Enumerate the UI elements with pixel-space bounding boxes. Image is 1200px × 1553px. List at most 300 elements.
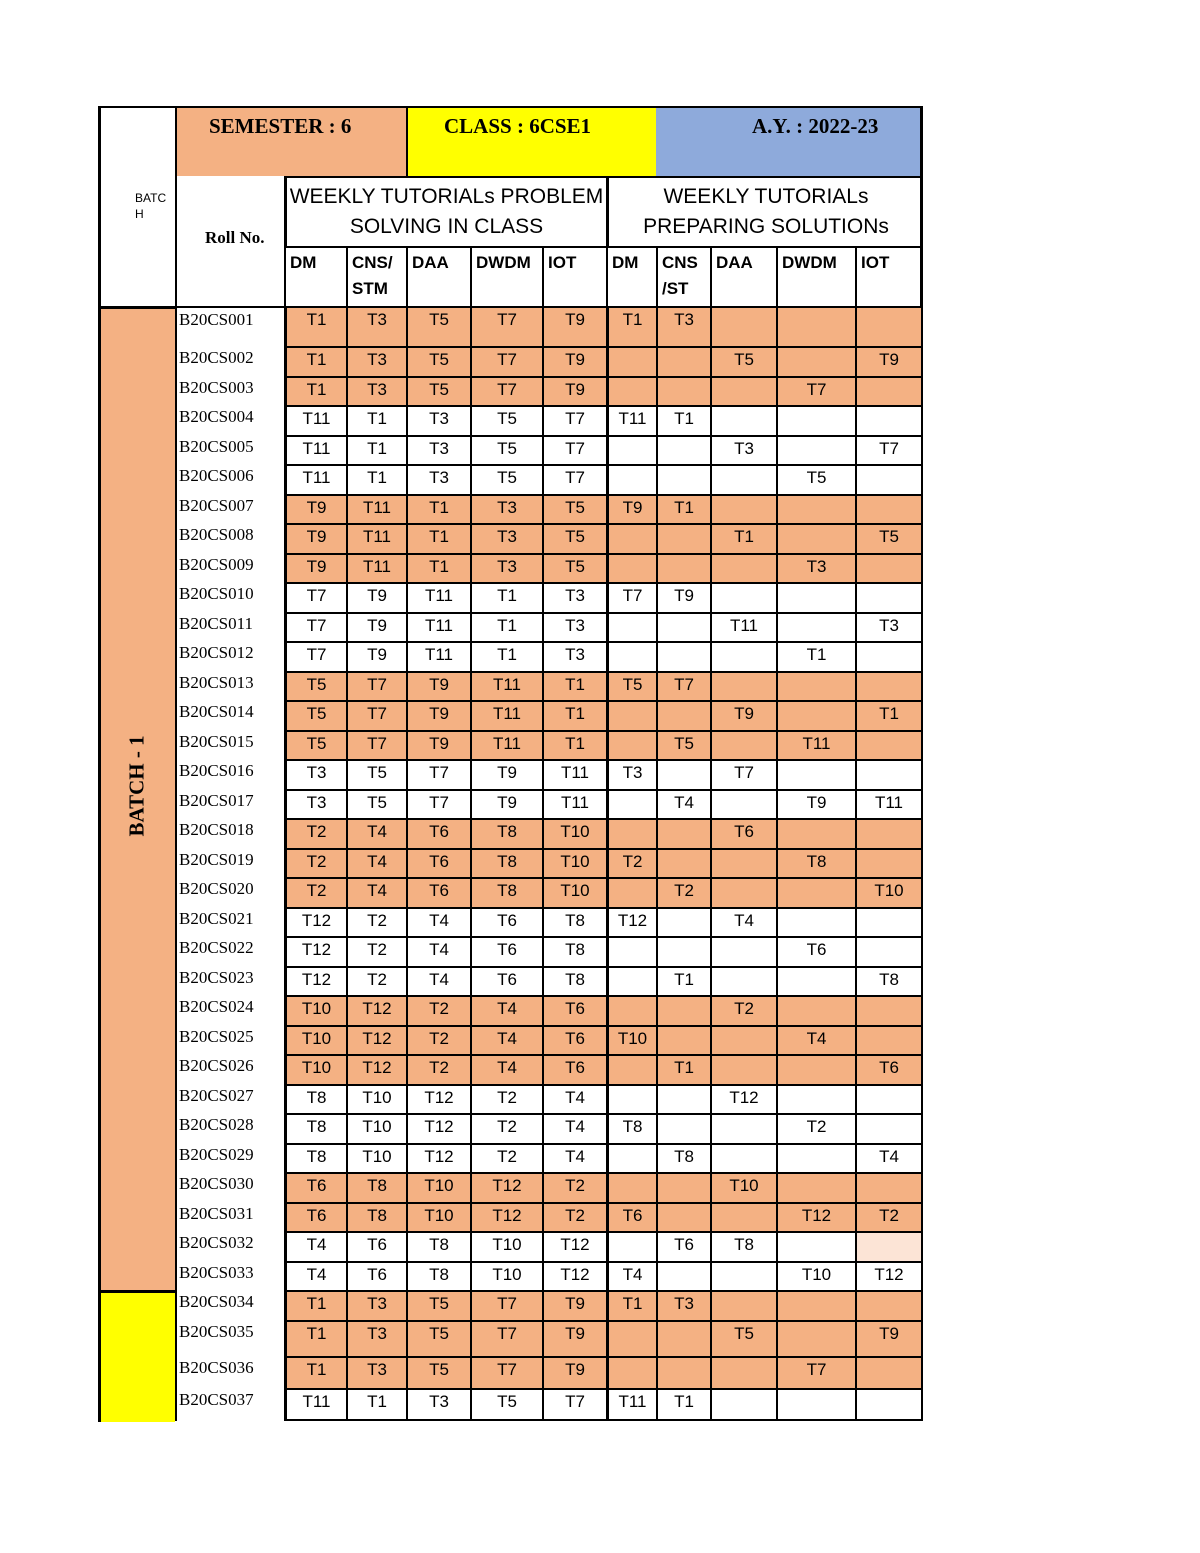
tutorial-cell: T6 [346, 1261, 406, 1290]
tutorial-cell [776, 759, 855, 789]
tutorial-cell: T7 [406, 789, 470, 818]
tutorial-cell: T7 [470, 1290, 542, 1320]
tutorial-cell: T12 [470, 1172, 542, 1202]
tutorial-cell [656, 523, 710, 553]
roll-number: B20CS025 [175, 1025, 284, 1054]
tutorial-cell: T7 [710, 759, 776, 789]
tutorial-cell: T3 [346, 1320, 406, 1356]
tutorial-cell [710, 582, 776, 612]
tutorial-cell [710, 789, 776, 818]
batch-column-header: BATC H [98, 106, 175, 306]
tutorial-cell [855, 553, 923, 582]
tutorial-cell [776, 582, 855, 612]
tutorial-cell: T11 [406, 582, 470, 612]
roll-number: B20CS024 [175, 995, 284, 1025]
tutorial-cell: T10 [284, 1025, 346, 1054]
tutorial-cell: T12 [855, 1261, 923, 1290]
tutorial-cell [656, 1172, 710, 1202]
tutorial-cell: T10 [855, 877, 923, 907]
tutorial-cell: T4 [542, 1084, 606, 1113]
tutorial-cell: T7 [656, 671, 710, 700]
tutorial-cell: T9 [406, 671, 470, 700]
tutorial-cell: T7 [776, 376, 855, 405]
tutorial-cell: T1 [346, 1388, 406, 1421]
tutorial-cell [776, 523, 855, 553]
tutorial-cell: T7 [776, 1356, 855, 1388]
tutorial-cell [776, 907, 855, 936]
tutorial-cell: T9 [776, 789, 855, 818]
tutorial-cell [606, 1054, 656, 1084]
tutorial-cell: T1 [710, 523, 776, 553]
tutorial-cell: T11 [406, 612, 470, 641]
col-header-a-iot: IOT [542, 246, 606, 306]
group-problem-solving-header: WEEKLY TUTORIALs PROBLEM SOLVING IN CLASS [284, 176, 606, 246]
tutorial-cell [855, 1231, 923, 1261]
tutorial-cell [855, 818, 923, 848]
tutorial-cell [855, 730, 923, 759]
tutorial-cell: T11 [776, 730, 855, 759]
tutorial-cell: T4 [346, 848, 406, 877]
tutorial-cell: T11 [284, 464, 346, 494]
roll-number: B20CS004 [175, 405, 284, 435]
tutorial-cell [776, 1320, 855, 1356]
roll-number: B20CS014 [175, 700, 284, 730]
tutorial-cell [776, 1054, 855, 1084]
tutorial-cell [855, 1356, 923, 1388]
tutorial-cell: T2 [656, 877, 710, 907]
tutorial-cell: T11 [284, 405, 346, 435]
tutorial-cell: T2 [542, 1172, 606, 1202]
semester-header: SEMESTER : 6 [175, 106, 406, 176]
tutorial-cell [710, 671, 776, 700]
tutorial-cell: T7 [470, 306, 542, 346]
tutorial-cell [855, 306, 923, 346]
tutorial-cell: T2 [284, 848, 346, 877]
roll-number: B20CS005 [175, 435, 284, 464]
roll-number: B20CS001 [175, 306, 284, 346]
tutorial-cell [776, 494, 855, 523]
tutorial-cell: T6 [776, 936, 855, 966]
academic-year-header: A.Y. : 2022-23 [656, 106, 923, 176]
tutorial-cell [776, 306, 855, 346]
tutorial-cell: T1 [470, 641, 542, 671]
roll-number: B20CS029 [175, 1143, 284, 1172]
tutorial-cell: T5 [656, 730, 710, 759]
tutorial-cell: T3 [470, 494, 542, 523]
tutorial-cell [855, 848, 923, 877]
roll-number: B20CS002 [175, 346, 284, 376]
tutorial-cell: T1 [284, 1290, 346, 1320]
tutorial-cell: T1 [470, 612, 542, 641]
tutorial-cell: T10 [346, 1084, 406, 1113]
tutorial-cell [776, 700, 855, 730]
tutorial-cell: T5 [710, 1320, 776, 1356]
tutorial-cell [710, 641, 776, 671]
tutorial-cell: T8 [542, 907, 606, 936]
tutorial-cell: T6 [470, 966, 542, 995]
tutorial-cell: T4 [470, 1054, 542, 1084]
roll-number: B20CS013 [175, 671, 284, 700]
col-header-a-dm: DM [284, 246, 346, 306]
roll-number: B20CS023 [175, 966, 284, 995]
tutorial-cell: T6 [470, 936, 542, 966]
tutorial-cell [656, 936, 710, 966]
tutorial-cell: T5 [406, 346, 470, 376]
tutorial-cell: T3 [346, 376, 406, 405]
tutorial-cell: T1 [606, 306, 656, 346]
tutorial-cell: T7 [542, 405, 606, 435]
tutorial-cell: T3 [470, 553, 542, 582]
tutorial-cell [776, 877, 855, 907]
tutorial-cell: T8 [284, 1113, 346, 1143]
tutorial-cell: T9 [656, 582, 710, 612]
tutorial-cell: T2 [346, 966, 406, 995]
tutorial-cell: T4 [406, 966, 470, 995]
tutorial-cell [855, 1084, 923, 1113]
tutorial-cell [855, 464, 923, 494]
tutorial-cell: T2 [470, 1143, 542, 1172]
tutorial-cell: T3 [406, 435, 470, 464]
tutorial-cell: T5 [542, 523, 606, 553]
tutorial-cell: T2 [855, 1202, 923, 1231]
roll-number: B20CS034 [175, 1290, 284, 1320]
roll-number: B20CS028 [175, 1113, 284, 1143]
tutorial-cell: T4 [542, 1143, 606, 1172]
tutorial-cell [776, 346, 855, 376]
tutorial-cell [710, 1388, 776, 1421]
roll-number: B20CS017 [175, 789, 284, 818]
tutorial-cell: T7 [542, 435, 606, 464]
tutorial-cell: T8 [542, 966, 606, 995]
tutorial-cell: T5 [346, 789, 406, 818]
tutorial-cell: T6 [855, 1054, 923, 1084]
tutorial-cell: T11 [470, 700, 542, 730]
tutorial-cell: T1 [855, 700, 923, 730]
tutorial-cell [656, 553, 710, 582]
tutorial-cell: T5 [542, 494, 606, 523]
tutorial-cell: T4 [470, 995, 542, 1025]
tutorial-cell: T6 [284, 1202, 346, 1231]
tutorial-cell: T8 [346, 1172, 406, 1202]
tutorial-cell: T4 [346, 877, 406, 907]
tutorial-cell: T12 [406, 1113, 470, 1143]
roll-number: B20CS011 [175, 612, 284, 641]
tutorial-cell [710, 1113, 776, 1143]
tutorial-cell: T11 [346, 494, 406, 523]
tutorial-cell: T3 [855, 612, 923, 641]
tutorial-cell [606, 641, 656, 671]
tutorial-cell: T5 [284, 730, 346, 759]
tutorial-cell [656, 435, 710, 464]
tutorial-cell: T7 [470, 1320, 542, 1356]
tutorial-cell: T10 [406, 1172, 470, 1202]
roll-number: B20CS015 [175, 730, 284, 759]
tutorial-cell: T10 [406, 1202, 470, 1231]
tutorial-cell [776, 435, 855, 464]
tutorial-cell: T3 [470, 523, 542, 553]
tutorial-cell [710, 730, 776, 759]
tutorial-cell [710, 1261, 776, 1290]
tutorial-cell [710, 877, 776, 907]
tutorial-cell: T8 [470, 848, 542, 877]
tutorial-cell: T9 [284, 494, 346, 523]
tutorial-cell: T12 [542, 1231, 606, 1261]
tutorial-cell [855, 1113, 923, 1143]
tutorial-cell: T5 [406, 376, 470, 405]
tutorial-cell [776, 612, 855, 641]
tutorial-cell: T8 [776, 848, 855, 877]
tutorial-cell: T9 [406, 730, 470, 759]
tutorial-cell: T5 [710, 346, 776, 376]
tutorial-cell: T12 [284, 936, 346, 966]
tutorial-cell [656, 1113, 710, 1143]
tutorial-cell: T8 [606, 1113, 656, 1143]
tutorial-cell: T9 [346, 641, 406, 671]
tutorial-cell: T11 [284, 435, 346, 464]
tutorial-cell [656, 700, 710, 730]
tutorial-cell: T2 [470, 1113, 542, 1143]
right-border [920, 106, 923, 306]
tutorial-cell: T11 [346, 523, 406, 553]
roll-number: B20CS009 [175, 553, 284, 582]
tutorial-cell [776, 405, 855, 435]
tutorial-cell: T8 [470, 818, 542, 848]
tutorial-cell [656, 464, 710, 494]
tutorial-cell [606, 730, 656, 759]
tutorial-cell: T2 [284, 818, 346, 848]
tutorial-cell [606, 700, 656, 730]
tutorial-cell: T5 [284, 700, 346, 730]
tutorial-cell: T1 [656, 1054, 710, 1084]
tutorial-cell [710, 936, 776, 966]
roll-number: B20CS008 [175, 523, 284, 553]
tutorial-cell [855, 907, 923, 936]
tutorial-cell [710, 1054, 776, 1084]
tutorial-cell: T8 [542, 936, 606, 966]
tutorial-cell [855, 1025, 923, 1054]
tutorial-cell: T5 [470, 1388, 542, 1421]
header-bottom-border [98, 306, 284, 308]
tutorial-cell: T5 [406, 1320, 470, 1356]
tutorial-cell: T7 [542, 464, 606, 494]
tutorial-cell: T1 [542, 700, 606, 730]
tutorial-cell: T8 [710, 1231, 776, 1261]
tutorial-cell: T4 [776, 1025, 855, 1054]
tutorial-cell: T9 [542, 1320, 606, 1356]
tutorial-cell [710, 306, 776, 346]
tutorial-cell: T4 [470, 1025, 542, 1054]
tutorial-cell: T3 [284, 759, 346, 789]
tutorial-cell: T11 [346, 553, 406, 582]
group-preparing-solutions-header: WEEKLY TUTORIALs PREPARING SOLUTIONs [606, 176, 923, 246]
tutorial-cell: T3 [542, 641, 606, 671]
tutorial-cell: T6 [346, 1231, 406, 1261]
tutorial-cell: T9 [284, 523, 346, 553]
tutorial-cell [656, 346, 710, 376]
tutorial-cell: T10 [346, 1143, 406, 1172]
tutorial-cell: T1 [346, 405, 406, 435]
tutorial-cell: T9 [855, 346, 923, 376]
tutorial-cell: T12 [346, 995, 406, 1025]
tutorial-cell [710, 464, 776, 494]
tutorial-cell: T5 [406, 1356, 470, 1388]
tutorial-cell: T3 [542, 582, 606, 612]
tutorial-cell: T7 [855, 435, 923, 464]
tutorial-cell [606, 1356, 656, 1388]
tutorial-cell [656, 1320, 710, 1356]
tutorial-cell: T8 [470, 877, 542, 907]
tutorial-cell: T9 [284, 553, 346, 582]
tutorial-cell: T12 [284, 907, 346, 936]
tutorial-cell [606, 1143, 656, 1172]
col-header-a-dwdm: DWDM [470, 246, 542, 306]
tutorial-cell: T1 [406, 494, 470, 523]
tutorial-cell [606, 966, 656, 995]
tutorial-cell [855, 582, 923, 612]
tutorial-cell: T9 [542, 306, 606, 346]
tutorial-cell [710, 1143, 776, 1172]
tutorial-cell: T6 [606, 1202, 656, 1231]
tutorial-cell [656, 376, 710, 405]
tutorial-cell [776, 1172, 855, 1202]
roll-number: B20CS027 [175, 1084, 284, 1113]
tutorial-cell [606, 877, 656, 907]
tutorial-cell: T6 [710, 818, 776, 848]
tutorial-cell: T7 [606, 582, 656, 612]
tutorial-cell: T4 [855, 1143, 923, 1172]
tutorial-cell: T6 [542, 1025, 606, 1054]
tutorial-cell: T3 [656, 306, 710, 346]
tutorial-cell [776, 1143, 855, 1172]
tutorial-cell [776, 966, 855, 995]
tutorial-cell: T9 [542, 376, 606, 405]
tutorial-cell: T2 [470, 1084, 542, 1113]
roll-number: B20CS031 [175, 1202, 284, 1231]
tutorial-cell: T4 [346, 818, 406, 848]
tutorial-cell: T1 [470, 582, 542, 612]
tutorial-cell: T1 [284, 306, 346, 346]
roll-number: B20CS019 [175, 848, 284, 877]
tutorial-cell: T3 [406, 405, 470, 435]
tutorial-cell: T8 [406, 1261, 470, 1290]
tutorial-cell: T1 [406, 553, 470, 582]
tutorial-cell: T2 [346, 936, 406, 966]
tutorial-cell [855, 1388, 923, 1421]
tutorial-cell: T10 [542, 818, 606, 848]
tutorial-cell: T3 [542, 612, 606, 641]
tutorial-cell: T5 [406, 306, 470, 346]
tutorial-cell [776, 1084, 855, 1113]
tutorial-cell: T8 [855, 966, 923, 995]
roll-number: B20CS010 [175, 582, 284, 612]
tutorial-cell: T1 [406, 523, 470, 553]
col-header-b-daa: DAA [710, 246, 776, 306]
tutorial-cell [710, 1290, 776, 1320]
col-header-b-iot: IOT [855, 246, 923, 306]
tutorial-cell [710, 376, 776, 405]
tutorial-cell: T1 [776, 641, 855, 671]
tutorial-cell [656, 1084, 710, 1113]
tutorial-cell: T9 [542, 1290, 606, 1320]
tutorial-cell [710, 494, 776, 523]
tutorial-cell [656, 1025, 710, 1054]
tutorial-cell: T7 [470, 346, 542, 376]
tutorial-cell: T12 [284, 966, 346, 995]
tutorial-cell: T2 [542, 1202, 606, 1231]
tutorial-cell: T4 [656, 789, 710, 818]
tutorial-cell: T6 [406, 877, 470, 907]
tutorial-cell: T7 [284, 612, 346, 641]
tutorial-cell: T7 [406, 759, 470, 789]
tutorial-cell: T7 [346, 671, 406, 700]
tutorial-cell [855, 405, 923, 435]
col-header-b-dm: DM [606, 246, 656, 306]
tutorial-cell: T7 [346, 730, 406, 759]
tutorial-cell: T12 [542, 1261, 606, 1290]
tutorial-cell: T6 [542, 1054, 606, 1084]
tutorial-cell: T1 [542, 730, 606, 759]
tutorial-cell [855, 936, 923, 966]
tutorial-cell: T8 [406, 1231, 470, 1261]
tutorial-cell: T10 [710, 1172, 776, 1202]
tutorial-cell: T7 [284, 641, 346, 671]
tutorial-cell: T11 [710, 612, 776, 641]
tutorial-cell [710, 848, 776, 877]
tutorial-cell: T1 [656, 1388, 710, 1421]
tutorial-cell: T2 [710, 995, 776, 1025]
tutorial-cell: T8 [284, 1143, 346, 1172]
tutorial-cell [656, 995, 710, 1025]
tutorial-cell: T8 [346, 1202, 406, 1231]
tutorial-cell: T10 [606, 1025, 656, 1054]
tutorial-cell [656, 818, 710, 848]
tutorial-cell [855, 641, 923, 671]
tutorial-cell [606, 1231, 656, 1261]
roll-number: B20CS035 [175, 1320, 284, 1356]
tutorial-cell: T5 [606, 671, 656, 700]
tutorial-cell: T4 [284, 1261, 346, 1290]
tutorial-cell [606, 789, 656, 818]
tutorial-cell: T9 [542, 346, 606, 376]
tutorial-cell: T3 [776, 553, 855, 582]
class-header: CLASS : 6CSE1 [406, 106, 656, 176]
tutorial-cell: T9 [606, 494, 656, 523]
roll-number: B20CS021 [175, 907, 284, 936]
tutorial-cell: T3 [406, 464, 470, 494]
roll-number: B20CS012 [175, 641, 284, 671]
tutorial-cell [776, 1290, 855, 1320]
tutorial-cell: T4 [542, 1113, 606, 1143]
tutorial-cell: T10 [470, 1261, 542, 1290]
tutorial-cell: T12 [406, 1143, 470, 1172]
tutorial-cell: T5 [470, 405, 542, 435]
tutorial-cell: T11 [542, 789, 606, 818]
roll-number: B20CS020 [175, 877, 284, 907]
tutorial-cell [710, 1356, 776, 1388]
tutorial-cell: T10 [542, 877, 606, 907]
tutorial-allocation-sheet [98, 106, 923, 1422]
tutorial-cell: T4 [606, 1261, 656, 1290]
tutorial-cell [776, 818, 855, 848]
tutorial-cell: T12 [710, 1084, 776, 1113]
tutorial-cell: T1 [656, 405, 710, 435]
tutorial-cell: T10 [284, 995, 346, 1025]
tutorial-cell [855, 376, 923, 405]
tutorial-cell [855, 494, 923, 523]
tutorial-cell: T8 [284, 1084, 346, 1113]
tutorial-cell: T3 [346, 306, 406, 346]
tutorial-cell: T12 [346, 1054, 406, 1084]
